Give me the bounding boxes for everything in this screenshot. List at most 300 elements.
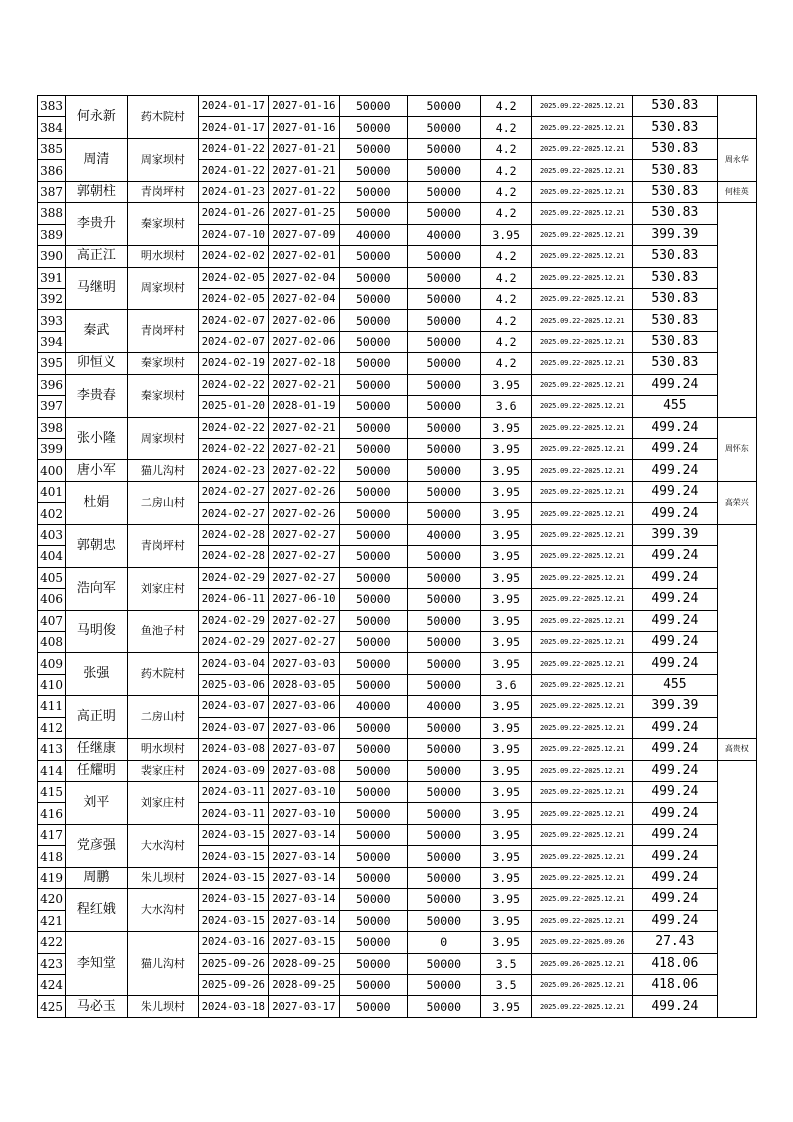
interest-rate-cell: 3.95 (481, 589, 532, 610)
loan-amount-cell: 50000 (340, 310, 407, 331)
interest-rate-cell: 3.95 (481, 631, 532, 652)
loan-balance-cell: 50000 (407, 288, 481, 309)
loan-end-date-cell: 2027-02-21 (268, 439, 339, 460)
interest-amount-cell: 499.24 (633, 589, 718, 610)
loan-amount-cell: 40000 (340, 224, 407, 245)
loan-start-date-cell: 2024-02-29 (199, 631, 268, 652)
loan-balance-cell: 50000 (407, 803, 481, 824)
loan-start-date-cell: 2024-01-17 (199, 117, 268, 138)
interest-period-cell: 2025.09.22-2025.12.21 (532, 396, 633, 417)
loan-start-date-cell: 2025-01-20 (199, 396, 268, 417)
village-cell: 药木院村 (127, 653, 198, 696)
interest-amount-cell: 499.24 (633, 653, 718, 674)
interest-rate-cell: 4.2 (481, 96, 532, 117)
interest-rate-cell: 3.95 (481, 803, 532, 824)
loan-balance-cell: 50000 (407, 739, 481, 760)
interest-rate-cell: 3.95 (481, 867, 532, 888)
loan-start-date-cell: 2025-09-26 (199, 974, 268, 995)
loan-end-date-cell: 2027-02-27 (268, 631, 339, 652)
seq-number-cell: 411 (38, 696, 66, 717)
seq-number-cell: 388 (38, 203, 66, 224)
loan-start-date-cell: 2024-02-22 (199, 439, 268, 460)
loan-amount-cell: 50000 (340, 910, 407, 931)
interest-period-cell: 2025.09.22-2025.12.21 (532, 889, 633, 910)
interest-amount-cell: 530.83 (633, 138, 718, 159)
loan-end-date-cell: 2028-01-19 (268, 396, 339, 417)
loan-end-date-cell: 2027-03-14 (268, 846, 339, 867)
interest-amount-cell: 499.24 (633, 631, 718, 652)
loan-start-date-cell: 2024-03-16 (199, 932, 268, 953)
loan-amount-cell: 50000 (340, 524, 407, 545)
interest-amount-cell: 530.83 (633, 160, 718, 181)
loan-end-date-cell: 2027-03-08 (268, 760, 339, 781)
interest-amount-cell: 418.06 (633, 974, 718, 995)
table-row (38, 353, 757, 374)
interest-period-cell: 2025.09.22-2025.12.21 (532, 310, 633, 331)
loan-balance-cell: 50000 (407, 417, 481, 438)
loan-amount-cell: 50000 (340, 181, 407, 202)
table-row (38, 460, 757, 481)
loan-amount-cell: 50000 (340, 610, 407, 631)
seq-number-cell: 384 (38, 117, 66, 138)
loan-start-date-cell: 2024-03-07 (199, 717, 268, 738)
loan-start-date-cell: 2024-03-09 (199, 760, 268, 781)
table-row (38, 889, 757, 910)
loan-start-date-cell: 2024-02-22 (199, 374, 268, 395)
borrower-name-cell: 程红娥 (66, 889, 127, 932)
interest-amount-cell: 399.39 (633, 696, 718, 717)
interest-rate-cell: 3.95 (481, 782, 532, 803)
loan-start-date-cell: 2025-09-26 (199, 953, 268, 974)
loan-balance-cell: 50000 (407, 203, 481, 224)
loan-end-date-cell: 2027-02-27 (268, 567, 339, 588)
seq-number-cell: 416 (38, 803, 66, 824)
interest-amount-cell: 499.24 (633, 760, 718, 781)
seq-number-cell: 422 (38, 932, 66, 953)
table-row (38, 267, 757, 288)
borrower-name-cell: 杜娟 (66, 481, 127, 524)
loan-amount-cell: 50000 (340, 824, 407, 845)
borrower-name-cell: 郭朝忠 (66, 524, 127, 567)
loan-balance-cell: 50000 (407, 481, 481, 502)
interest-rate-cell: 3.95 (481, 546, 532, 567)
interest-period-cell: 2025.09.22-2025.12.21 (532, 439, 633, 460)
village-cell: 鱼池子村 (127, 610, 198, 653)
village-cell: 明水坝村 (127, 739, 198, 760)
interest-period-cell: 2025.09.22-2025.12.21 (532, 567, 633, 588)
seq-number-cell: 399 (38, 439, 66, 460)
loan-balance-cell: 50000 (407, 503, 481, 524)
seq-number-cell: 413 (38, 739, 66, 760)
borrower-name-cell: 唐小军 (66, 460, 127, 481)
loan-balance-cell: 50000 (407, 610, 481, 631)
interest-amount-cell: 499.24 (633, 481, 718, 502)
interest-amount-cell: 499.24 (633, 374, 718, 395)
interest-amount-cell: 499.24 (633, 546, 718, 567)
loan-start-date-cell: 2024-01-17 (199, 96, 268, 117)
interest-period-cell: 2025.09.22-2025.12.21 (532, 524, 633, 545)
note-cell: 高贵权 (717, 739, 756, 760)
loan-end-date-cell: 2028-09-25 (268, 953, 339, 974)
borrower-name-cell: 卯恒义 (66, 353, 127, 374)
seq-number-cell: 408 (38, 631, 66, 652)
interest-amount-cell: 499.24 (633, 824, 718, 845)
seq-number-cell: 419 (38, 867, 66, 888)
loan-amount-cell: 50000 (340, 717, 407, 738)
loan-end-date-cell: 2028-09-25 (268, 974, 339, 995)
loan-amount-cell: 50000 (340, 460, 407, 481)
interest-amount-cell: 530.83 (633, 310, 718, 331)
interest-period-cell: 2025.09.22-2025.12.21 (532, 331, 633, 352)
seq-number-cell: 421 (38, 910, 66, 931)
table-row (38, 867, 757, 888)
loan-amount-cell: 50000 (340, 932, 407, 953)
seq-number-cell: 398 (38, 417, 66, 438)
loan-end-date-cell: 2027-03-07 (268, 739, 339, 760)
seq-number-cell: 404 (38, 546, 66, 567)
loan-balance-cell: 50000 (407, 567, 481, 588)
loan-end-date-cell: 2027-03-14 (268, 889, 339, 910)
village-cell: 药木院村 (127, 96, 198, 139)
interest-rate-cell: 4.2 (481, 310, 532, 331)
loan-start-date-cell: 2024-03-15 (199, 910, 268, 931)
table-row (38, 932, 757, 953)
loan-end-date-cell: 2027-02-04 (268, 288, 339, 309)
borrower-name-cell: 马继明 (66, 267, 127, 310)
loan-amount-cell: 50000 (340, 803, 407, 824)
interest-amount-cell: 499.24 (633, 439, 718, 460)
loan-amount-cell: 50000 (340, 546, 407, 567)
interest-amount-cell: 530.83 (633, 117, 718, 138)
loan-amount-cell: 50000 (340, 889, 407, 910)
loan-balance-cell: 50000 (407, 631, 481, 652)
loan-amount-cell: 50000 (340, 739, 407, 760)
loan-balance-cell: 50000 (407, 267, 481, 288)
interest-rate-cell: 3.95 (481, 760, 532, 781)
loan-end-date-cell: 2027-02-27 (268, 610, 339, 631)
loan-end-date-cell: 2027-01-21 (268, 160, 339, 181)
loan-start-date-cell: 2024-02-22 (199, 417, 268, 438)
village-cell: 秦家坝村 (127, 374, 198, 417)
loan-start-date-cell: 2024-03-15 (199, 889, 268, 910)
interest-amount-cell: 530.83 (633, 203, 718, 224)
interest-amount-cell: 455 (633, 396, 718, 417)
interest-period-cell: 2025.09.22-2025.12.21 (532, 481, 633, 502)
interest-amount-cell: 530.83 (633, 288, 718, 309)
borrower-name-cell: 郭朝柱 (66, 181, 127, 202)
interest-period-cell: 2025.09.22-2025.12.21 (532, 631, 633, 652)
loan-balance-cell: 50000 (407, 546, 481, 567)
loan-balance-cell: 50000 (407, 589, 481, 610)
table-row (38, 653, 757, 674)
interest-rate-cell: 3.95 (481, 503, 532, 524)
loan-amount-cell: 40000 (340, 696, 407, 717)
village-cell: 裴家庄村 (127, 760, 198, 781)
loan-balance-cell: 50000 (407, 117, 481, 138)
loan-amount-cell: 50000 (340, 331, 407, 352)
note-cell (717, 203, 756, 417)
interest-period-cell: 2025.09.22-2025.12.21 (532, 910, 633, 931)
note-cell: 何桂英 (717, 181, 756, 202)
seq-number-cell: 403 (38, 524, 66, 545)
seq-number-cell: 414 (38, 760, 66, 781)
loan-end-date-cell: 2027-02-18 (268, 353, 339, 374)
seq-number-cell: 406 (38, 589, 66, 610)
loan-end-date-cell: 2027-02-21 (268, 374, 339, 395)
seq-number-cell: 395 (38, 353, 66, 374)
village-cell: 二房山村 (127, 481, 198, 524)
loan-balance-cell: 50000 (407, 439, 481, 460)
interest-period-cell: 2025.09.22-2025.12.21 (532, 203, 633, 224)
loan-start-date-cell: 2024-02-07 (199, 310, 268, 331)
interest-rate-cell: 3.95 (481, 739, 532, 760)
loan-balance-cell: 50000 (407, 396, 481, 417)
interest-period-cell: 2025.09.22-2025.12.21 (532, 417, 633, 438)
interest-rate-cell: 3.95 (481, 996, 532, 1017)
loan-balance-cell: 50000 (407, 331, 481, 352)
borrower-name-cell: 张小隆 (66, 417, 127, 460)
interest-rate-cell: 3.95 (481, 653, 532, 674)
interest-period-cell: 2025.09.22-2025.12.21 (532, 181, 633, 202)
interest-amount-cell: 530.83 (633, 181, 718, 202)
loan-balance-cell: 50000 (407, 96, 481, 117)
loan-start-date-cell: 2024-01-26 (199, 203, 268, 224)
loan-start-date-cell: 2024-02-05 (199, 288, 268, 309)
table-row (38, 203, 757, 224)
seq-number-cell: 396 (38, 374, 66, 395)
interest-rate-cell: 3.95 (481, 846, 532, 867)
interest-rate-cell: 3.95 (481, 910, 532, 931)
interest-period-cell: 2025.09.22-2025.12.21 (532, 846, 633, 867)
interest-period-cell: 2025.09.22-2025.12.21 (532, 782, 633, 803)
loan-balance-cell: 50000 (407, 353, 481, 374)
loan-balance-cell: 50000 (407, 953, 481, 974)
seq-number-cell: 405 (38, 567, 66, 588)
table-row (38, 417, 757, 438)
table-row (38, 760, 757, 781)
loan-balance-cell: 0 (407, 932, 481, 953)
village-cell: 周家坝村 (127, 138, 198, 181)
loan-end-date-cell: 2027-01-25 (268, 203, 339, 224)
table-row (38, 824, 757, 845)
loan-end-date-cell: 2027-02-26 (268, 481, 339, 502)
interest-period-cell: 2025.09.26-2025.12.21 (532, 974, 633, 995)
loan-balance-cell: 50000 (407, 824, 481, 845)
village-cell: 周家坝村 (127, 267, 198, 310)
loan-end-date-cell: 2027-02-27 (268, 546, 339, 567)
loan-end-date-cell: 2027-03-14 (268, 867, 339, 888)
seq-number-cell: 409 (38, 653, 66, 674)
loan-end-date-cell: 2027-03-06 (268, 696, 339, 717)
interest-rate-cell: 3.95 (481, 824, 532, 845)
interest-rate-cell: 3.95 (481, 567, 532, 588)
loan-amount-cell: 50000 (340, 953, 407, 974)
interest-period-cell: 2025.09.22-2025.12.21 (532, 96, 633, 117)
loan-balance-cell: 50000 (407, 246, 481, 267)
interest-rate-cell: 4.2 (481, 331, 532, 352)
interest-rate-cell: 3.5 (481, 953, 532, 974)
seq-number-cell: 402 (38, 503, 66, 524)
borrower-name-cell: 何永新 (66, 96, 127, 139)
loan-end-date-cell: 2027-01-16 (268, 96, 339, 117)
note-cell (717, 524, 756, 738)
interest-rate-cell: 3.95 (481, 460, 532, 481)
loan-balance-cell: 50000 (407, 674, 481, 695)
seq-number-cell: 418 (38, 846, 66, 867)
interest-period-cell: 2025.09.22-2025.12.21 (532, 867, 633, 888)
interest-rate-cell: 4.2 (481, 138, 532, 159)
village-cell: 朱儿坝村 (127, 996, 198, 1017)
interest-amount-cell: 530.83 (633, 96, 718, 117)
interest-period-cell: 2025.09.22-2025.12.21 (532, 760, 633, 781)
loan-start-date-cell: 2024-03-15 (199, 824, 268, 845)
interest-period-cell: 2025.09.22-2025.12.21 (532, 996, 633, 1017)
seq-number-cell: 389 (38, 224, 66, 245)
borrower-name-cell: 高正明 (66, 696, 127, 739)
loan-amount-cell: 50000 (340, 481, 407, 502)
interest-rate-cell: 3.5 (481, 974, 532, 995)
loan-end-date-cell: 2027-02-21 (268, 417, 339, 438)
loan-amount-cell: 50000 (340, 160, 407, 181)
interest-period-cell: 2025.09.22-2025.12.21 (532, 739, 633, 760)
loan-balance-cell: 40000 (407, 524, 481, 545)
loan-end-date-cell: 2027-03-10 (268, 803, 339, 824)
seq-number-cell: 383 (38, 96, 66, 117)
interest-period-cell: 2025.09.22-2025.12.21 (532, 374, 633, 395)
table-row (38, 739, 757, 760)
interest-amount-cell: 530.83 (633, 353, 718, 374)
borrower-name-cell: 周鹏 (66, 867, 127, 888)
table-row (38, 181, 757, 202)
loan-balance-cell: 50000 (407, 374, 481, 395)
village-cell: 青岗坪村 (127, 181, 198, 202)
loan-start-date-cell: 2024-07-10 (199, 224, 268, 245)
interest-rate-cell: 4.2 (481, 160, 532, 181)
loan-amount-cell: 50000 (340, 674, 407, 695)
loan-balance-cell: 50000 (407, 996, 481, 1017)
loan-amount-cell: 50000 (340, 246, 407, 267)
loan-start-date-cell: 2024-02-28 (199, 524, 268, 545)
loan-start-date-cell: 2024-03-11 (199, 803, 268, 824)
loan-balance-cell: 50000 (407, 310, 481, 331)
seq-number-cell: 392 (38, 288, 66, 309)
seq-number-cell: 425 (38, 996, 66, 1017)
interest-period-cell: 2025.09.22-2025.12.21 (532, 696, 633, 717)
loan-amount-cell: 50000 (340, 353, 407, 374)
loan-balance-cell: 50000 (407, 846, 481, 867)
loan-amount-cell: 50000 (340, 589, 407, 610)
loan-start-date-cell: 2024-03-07 (199, 696, 268, 717)
loan-balance-cell: 50000 (407, 889, 481, 910)
interest-rate-cell: 3.6 (481, 396, 532, 417)
interest-period-cell: 2025.09.22-2025.12.21 (532, 460, 633, 481)
loan-start-date-cell: 2024-01-22 (199, 138, 268, 159)
village-cell: 青岗坪村 (127, 524, 198, 567)
seq-number-cell: 401 (38, 481, 66, 502)
interest-rate-cell: 3.95 (481, 932, 532, 953)
loan-start-date-cell: 2024-02-02 (199, 246, 268, 267)
loan-start-date-cell: 2024-02-07 (199, 331, 268, 352)
interest-rate-cell: 4.2 (481, 203, 532, 224)
loan-start-date-cell: 2024-02-19 (199, 353, 268, 374)
table-row (38, 610, 757, 631)
note-cell (717, 96, 756, 139)
interest-rate-cell: 3.95 (481, 717, 532, 738)
interest-period-cell: 2025.09.22-2025.12.21 (532, 589, 633, 610)
loan-end-date-cell: 2027-02-04 (268, 267, 339, 288)
interest-period-cell: 2025.09.22-2025.12.21 (532, 674, 633, 695)
loan-amount-cell: 50000 (340, 867, 407, 888)
seq-number-cell: 420 (38, 889, 66, 910)
loan-start-date-cell: 2024-01-22 (199, 160, 268, 181)
interest-period-cell: 2025.09.22-2025.12.21 (532, 653, 633, 674)
loan-end-date-cell: 2027-02-01 (268, 246, 339, 267)
loan-end-date-cell: 2027-06-10 (268, 589, 339, 610)
borrower-name-cell: 任继康 (66, 739, 127, 760)
interest-amount-cell: 499.24 (633, 503, 718, 524)
loan-balance-cell: 50000 (407, 717, 481, 738)
interest-rate-cell: 4.2 (481, 353, 532, 374)
loan-end-date-cell: 2027-07-09 (268, 224, 339, 245)
loan-amount-cell: 50000 (340, 117, 407, 138)
interest-period-cell: 2025.09.22-2025.12.21 (532, 138, 633, 159)
interest-rate-cell: 4.2 (481, 246, 532, 267)
interest-period-cell: 2025.09.22-2025.12.21 (532, 546, 633, 567)
interest-amount-cell: 499.24 (633, 803, 718, 824)
interest-amount-cell: 399.39 (633, 524, 718, 545)
loan-amount-cell: 50000 (340, 396, 407, 417)
loan-start-date-cell: 2024-02-05 (199, 267, 268, 288)
borrower-name-cell: 刘平 (66, 782, 127, 825)
interest-period-cell: 2025.09.22-2025.12.21 (532, 824, 633, 845)
loan-start-date-cell: 2024-02-23 (199, 460, 268, 481)
borrower-name-cell: 马必玉 (66, 996, 127, 1017)
interest-rate-cell: 3.95 (481, 224, 532, 245)
loan-start-date-cell: 2024-02-28 (199, 546, 268, 567)
loan-balance-cell: 50000 (407, 782, 481, 803)
borrower-name-cell: 秦武 (66, 310, 127, 353)
seq-number-cell: 415 (38, 782, 66, 803)
interest-amount-cell: 499.24 (633, 567, 718, 588)
loan-start-date-cell: 2024-03-18 (199, 996, 268, 1017)
loan-end-date-cell: 2027-02-27 (268, 524, 339, 545)
loan-end-date-cell: 2027-03-14 (268, 824, 339, 845)
interest-rate-cell: 3.95 (481, 696, 532, 717)
loan-balance-cell: 50000 (407, 910, 481, 931)
loan-amount-cell: 50000 (340, 288, 407, 309)
loan-balance-cell: 50000 (407, 460, 481, 481)
loan-amount-cell: 50000 (340, 760, 407, 781)
interest-rate-cell: 3.95 (481, 374, 532, 395)
loan-amount-cell: 50000 (340, 567, 407, 588)
borrower-name-cell: 李贵升 (66, 203, 127, 246)
table-row (38, 246, 757, 267)
interest-period-cell: 2025.09.22-2025.09.26 (532, 932, 633, 953)
interest-amount-cell: 530.83 (633, 246, 718, 267)
loan-start-date-cell: 2025-03-06 (199, 674, 268, 695)
table-row (38, 138, 757, 159)
loan-amount-cell: 50000 (340, 203, 407, 224)
village-cell: 刘家庄村 (127, 567, 198, 610)
loan-end-date-cell: 2027-02-26 (268, 503, 339, 524)
interest-rate-cell: 4.2 (481, 288, 532, 309)
interest-period-cell: 2025.09.22-2025.12.21 (532, 288, 633, 309)
interest-period-cell: 2025.09.22-2025.12.21 (532, 117, 633, 138)
seq-number-cell: 387 (38, 181, 66, 202)
interest-amount-cell: 530.83 (633, 331, 718, 352)
borrower-name-cell: 党彦强 (66, 824, 127, 867)
loan-end-date-cell: 2027-01-16 (268, 117, 339, 138)
